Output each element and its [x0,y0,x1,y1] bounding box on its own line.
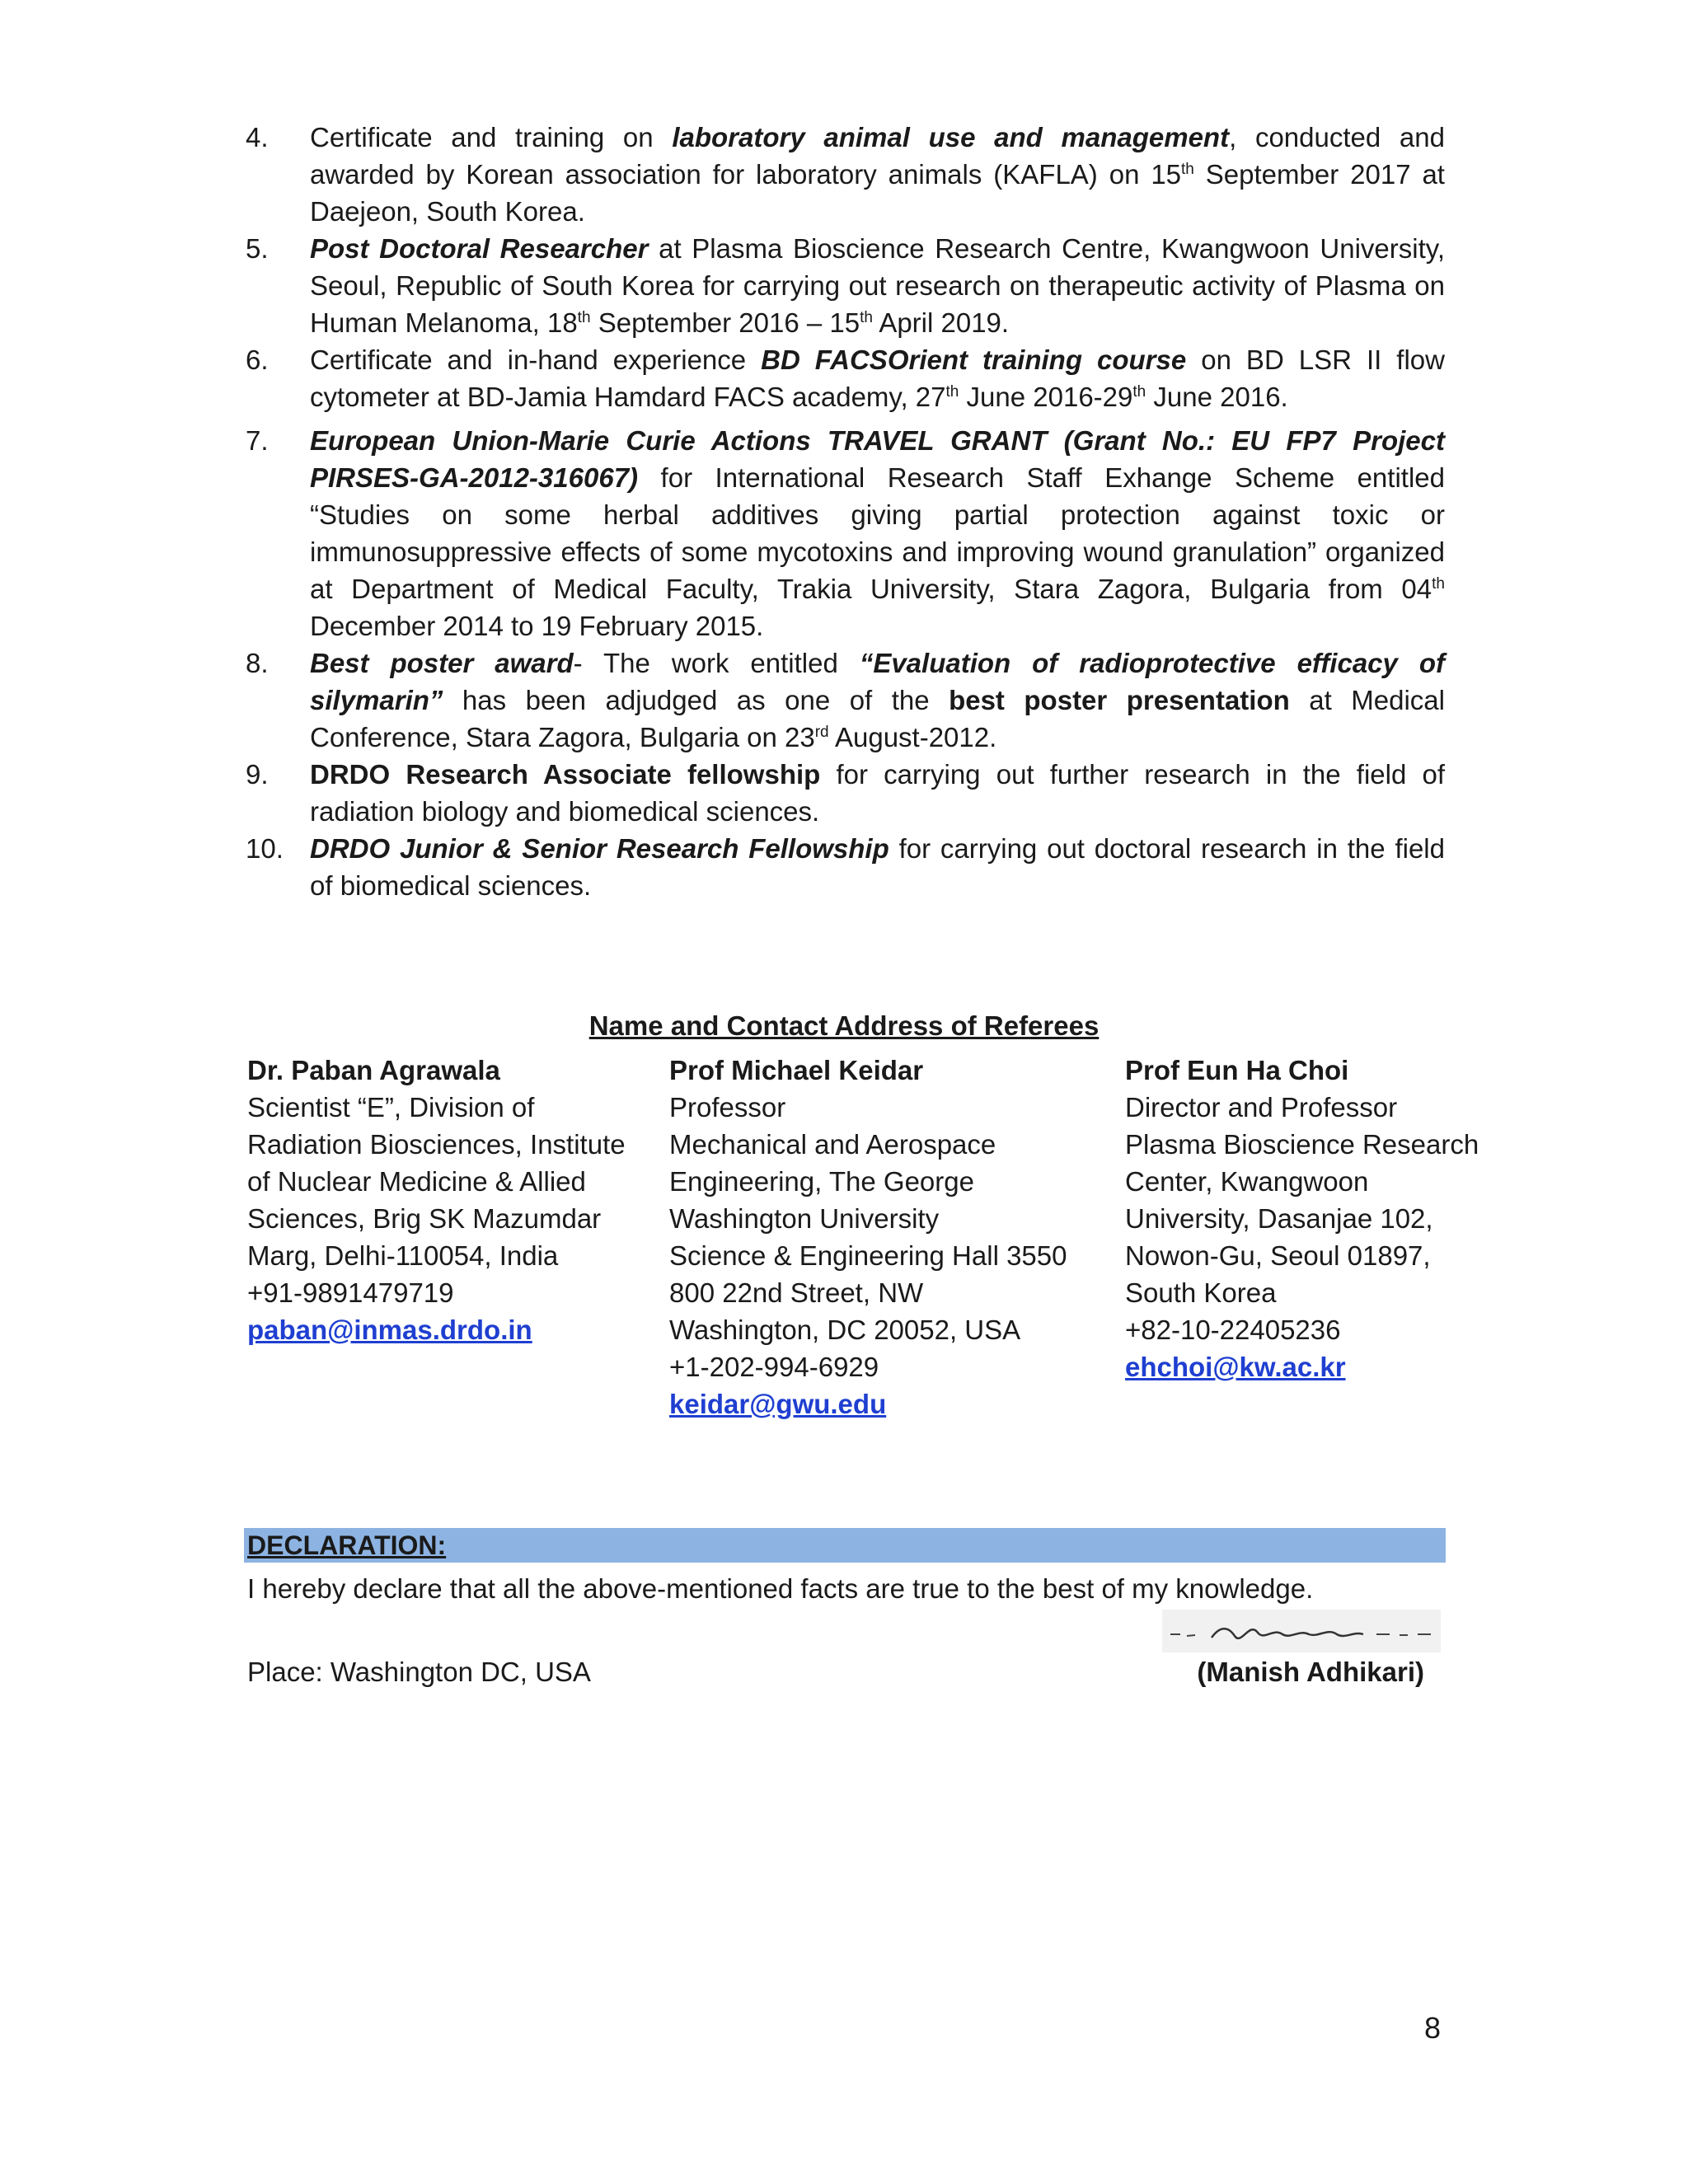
item-text: Best poster award- The work entitled “Evaluation of radioprotective efficacy of silymarin” has been adjudged as one of the best poster presentation at Medical Conference, Stara Zagora, Bulgaria on 23rd August-2012. [310,648,1445,752]
referee-address-line: Scientist “E”, Division of [247,1092,535,1122]
referee-address-line: Engineering, The George [669,1166,974,1197]
signature-image [1162,1610,1441,1652]
referee-address-line: Nowon-Gu, Seoul 01897, [1125,1240,1431,1271]
item-text: DRDO Junior & Senior Research Fellowship for carrying out doctoral research in the field of biomedical sciences. [310,833,1445,901]
referee-column-1 [247,1052,626,1348]
list-item [246,230,1445,341]
referee-name: Prof Michael Keidar [669,1055,924,1085]
referee-address-line: Sciences, Brig SK Mazumdar [247,1203,602,1234]
referee-column-3 [1125,1052,1479,1385]
referee-address-line: Mechanical and Aerospace [669,1129,996,1160]
declaration-text: I hereby declare that all the above-mentioned facts are true to the best of my knowledge. [247,1573,1314,1604]
list-item [246,756,1445,830]
item-number: 4. [246,122,269,152]
item-number: 5. [246,233,269,264]
referee-phone: +1-202-994-6929 [669,1352,879,1382]
list-item [246,341,1445,415]
item-number: 6. [246,344,269,375]
achievements-list [246,119,1445,904]
referee-phone: +82-10-22405236 [1125,1315,1341,1345]
referee-address-line: 800 22nd Street, NW [669,1277,924,1308]
referee-address-line: Washington University [669,1203,940,1234]
referee-address-line: Professor [669,1092,786,1122]
item-text: Certificate and training on laboratory animal use and management, conducted and awarded by Korean association for laboratory animals (KAFLA) on 15th September 2017 at Daejeon, South Korea. [310,122,1445,227]
referee-email-link[interactable]: paban@inmas.drdo.in [247,1315,532,1345]
referee-address-line: Plasma Bioscience Research [1125,1129,1479,1160]
item-number: 7. [246,425,269,456]
referee-email-link[interactable]: keidar@gwu.edu [669,1389,887,1419]
item-text: European Union-Marie Curie Actions TRAVEL GRANT (Grant No.: EU FP7 Project PIRSES-GA-2012-316067) for International Research Staff Exhange Scheme entitled “Studies on some herbal additives giving partial protection against toxic or immunosuppressive effects of some mycotoxins and improving wound granulation” organized at Department of Medical Faculty, Trakia University, Stara Zagora, Bulgaria from 04th December 2014 to 19 February 2015. [310,425,1445,641]
referee-phone: +91-9891479719 [247,1277,454,1308]
item-number: 8. [246,648,269,678]
list-item [246,119,1445,230]
referee-email-link[interactable]: ehchoi@kw.ac.kr [1125,1352,1346,1382]
item-number: 9. [246,759,269,790]
list-item [246,830,1445,904]
referee-address-line: Washington, DC 20052, USA [669,1315,1021,1345]
referee-address-line: University, Dasanjae 102, [1125,1203,1433,1234]
referee-address-line: South Korea [1125,1277,1277,1308]
referee-address-line: Marg, Delhi-110054, India [247,1240,559,1271]
referee-address-line: of Nuclear Medicine & Allied [247,1166,586,1197]
item-text: Post Doctoral Researcher at Plasma Bioscience Research Centre, Kwangwoon University, Seoul, Republic of South Korea for carrying out research on therapeutic activity of Plasma on Human Melanoma, 18th September 2016 – 15th April 2019. [310,233,1445,338]
referee-name: Prof Eun Ha Choi [1125,1055,1349,1085]
referee-address-line: Center, Kwangwoon [1125,1166,1369,1197]
referee-address-line: Science & Engineering Hall 3550 [669,1240,1067,1271]
item-text: DRDO Research Associate fellowship for carrying out further research in the field of radiation biology and biomedical sciences. [310,759,1446,827]
item-text: Certificate and in-hand experience BD FACSOrient training course on BD LSR II flow cytometer at BD-Jamia Hamdard FACS academy, 27th June 2016-29th June 2016. [310,344,1445,412]
list-item [246,644,1445,756]
page-number: 8 [1423,2011,1441,2045]
declaration-place: Place: Washington DC, USA [247,1657,591,1687]
referees-heading: Name and Contact Address of Referees [588,1010,1100,1041]
item-number: 10. [246,833,284,864]
referee-column-2 [669,1052,1067,1422]
referee-address-line: Director and Professor [1125,1092,1398,1122]
list-item [246,422,1445,644]
signer-name: (Manish Adhikari) [1197,1657,1424,1687]
declaration-heading: DECLARATION: [247,1530,447,1560]
referee-address-line: Radiation Biosciences, Institute [247,1129,626,1160]
referee-name: Dr. Paban Agrawala [247,1055,500,1085]
